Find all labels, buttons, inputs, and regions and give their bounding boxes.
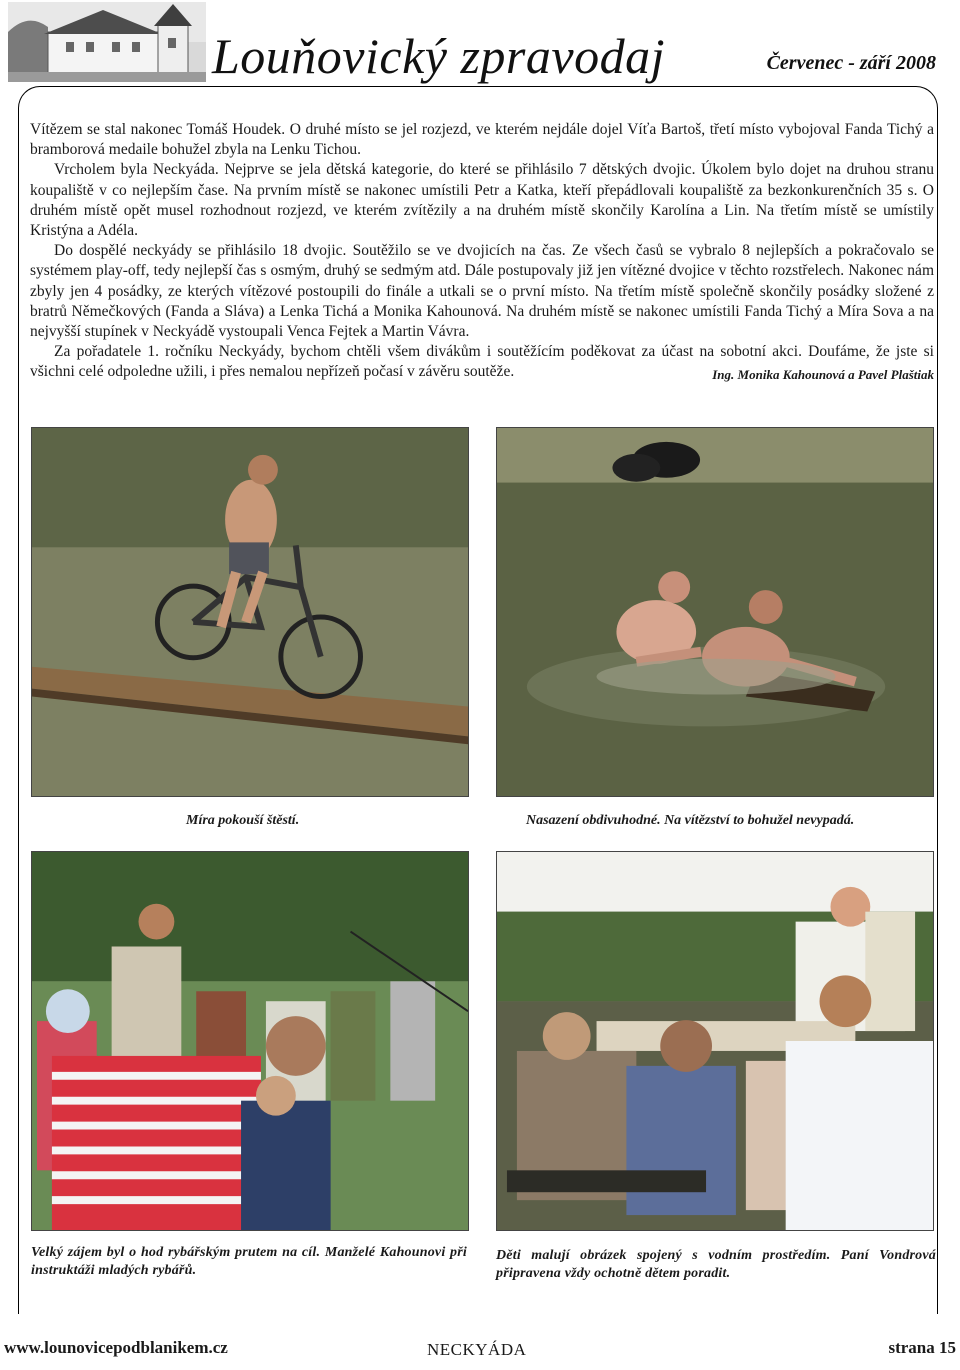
- photo-fishing-contest: [31, 851, 469, 1231]
- photo-bicycle-plank: [31, 427, 469, 797]
- page-header: [0, 0, 960, 100]
- masthead-title: Louňovický zpravodaj: [212, 28, 665, 84]
- article-paragraph: Do dospělé neckyády se přihlásilo 18 dvojic. Soutěžilo se ve dvojicích na čas. Ze všech časů se vybralo 8 nejlepších a pokračovalo se systémem play-off, tedy nejlepší čas s osmým, druhý se sedmým atd. Dále postupovaly již jen vítězné dvojice v těchto rozstřelech. Nakonec nám zbyly jen 4 posádky, ze kterých vítězové postoupili do finále a utkali se o první místo. Na třetím místě společně skončily posádky složené z bratrů Němečkových (Fanda a Sláva) a Lenka Tichá a Monika Kahounová. Na druhém místě se nakonec umístili Fanda Tichý a Míra Sova a na nejvyšší stupínek v Neckyádě vystoupali Venca Fejtek a Martin Vávra.: [30, 242, 934, 341]
- photo-men-swimming: [496, 427, 934, 797]
- footer-page-number: strana 15: [888, 1338, 956, 1357]
- article-paragraph: Vítězem se stal nakonec Tomáš Houdek. O druhé místo se jel rozjezd, ve kterém nejdále dojel Víťa Bartoš, třetí místo vybojoval Fanda Tichý a bramborová medaile bohužel zbyla na Lenku Tichou.: [30, 121, 934, 159]
- photo-caption: Nasazení obdivuhodné. Na vítězství to bohužel nevypadá.: [526, 813, 855, 828]
- photo-caption: Míra pokouší štěstí.: [186, 813, 300, 828]
- footer-website-link[interactable]: www.lounovicepodblanikem.cz: [4, 1338, 228, 1357]
- photo-children-painting: [496, 851, 934, 1231]
- photo-caption: Děti malují obrázek spojený s vodním prostředím. Paní Vondrová připravena vždy ochotně dětem poradit.: [496, 1248, 936, 1281]
- photo-caption: Velký zájem byl o hod rybářským prutem na cíl. Manželé Kahounovi při instruktáži mladých rybářů.: [31, 1245, 467, 1278]
- article-signature: Ing. Monika Kahounová a Pavel Plaštiak: [712, 367, 934, 383]
- article-paragraph: Vrcholem byla Neckyáda. Nejprve se jela dětská kategorie, do které se přihlásilo 7 dětských dvojic. Úkolem bylo dojet na druhou stranu koupaliště v co nejlepším čase. Na prvním místě se nakonec umístili Petr a Katka, kteří přepádlovali koupaliště za bezkonkurenčních 35 s. O druhém místě opět musel rozhodnout rozjezd, ve kterém zvítězily a na druhém místě skončily Karolína a Lin. Na třetím místě se umístily Kristýna a Adéla.: [30, 161, 934, 240]
- header-building-photo: [8, 2, 206, 82]
- footer-section-title: NECKYÁDA: [427, 1340, 527, 1359]
- article-paragraph: [30, 342, 934, 382]
- article-paragraph-text: Za pořadatele 1. ročníku Neckyády, bychom chtěli všem divákům i soutěžícím poděkovat za účast na sobotní akci. Doufáme, že jste si všichni celé odpoledne užili, i přes nemalou nepřízeň počasí v závěru soutěže.: [30, 343, 934, 381]
- article-body: [30, 120, 934, 386]
- issue-date: Červenec - září 2008: [766, 52, 936, 74]
